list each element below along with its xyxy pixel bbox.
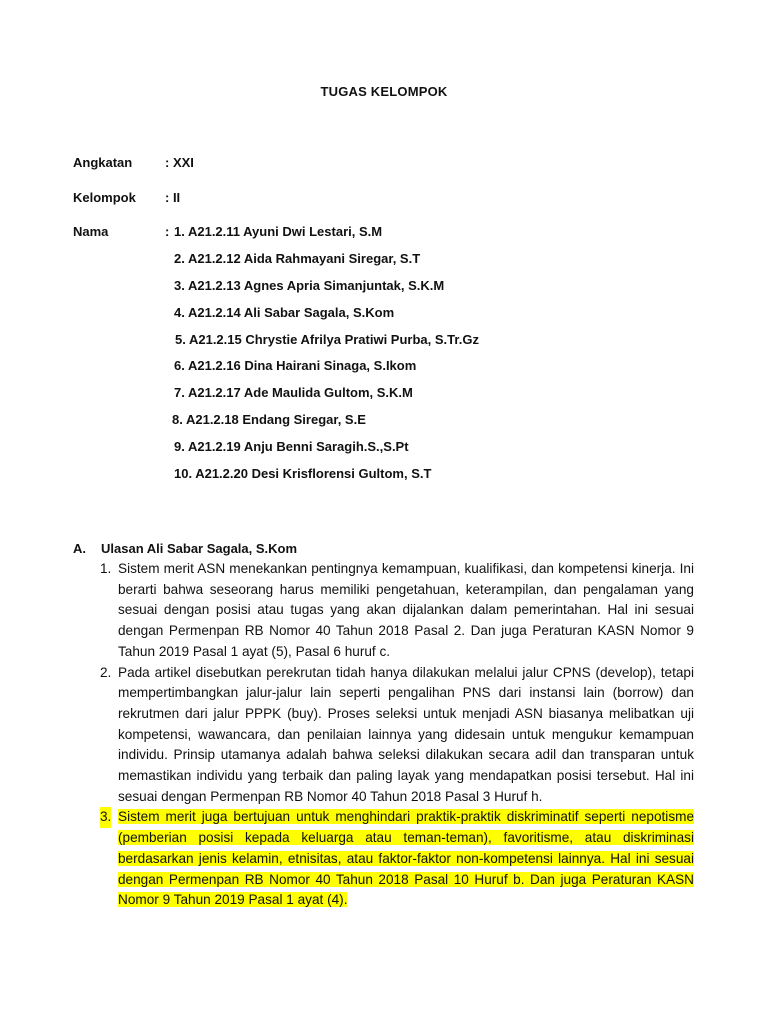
member-item: 5. A21.2.15 Chrystie Afrilya Pratiwi Purba, S.Tr.Gz bbox=[175, 332, 479, 347]
member-item: 6. A21.2.16 Dina Hairani Sinaga, S.Ikom bbox=[174, 358, 417, 373]
point-text: Sistem merit ASN menekankan pentingnya kemampuan, kualifikasi, dan kompetensi kinerja. Ini berarti bahwa seseorang harus memiliki pengetahuan, keterampilan, dan pengalaman yang sesuai dengan posisi atau tugas yang akan dijalankan dalam pemerintahan. Hal ini sesuai dengan Permenpan RB Nomor 40 Tahun 2018 Pasal 2. Dan juga Peraturan KASN Nomor 9 Tahun 2019 Pasal 1 ayat (5), Pasal 6 huruf c. bbox=[118, 561, 694, 659]
member-item: 1. A21.2.11 Ayuni Dwi Lestari, S.M bbox=[174, 224, 383, 239]
member-item: 7. A21.2.17 Ade Maulida Gultom, S.K.M bbox=[174, 385, 413, 400]
document-title: TUGAS KELOMPOK bbox=[320, 84, 448, 99]
review-point-3 bbox=[100, 807, 694, 911]
section-title: Ulasan Ali Sabar Sagala, S.Kom bbox=[101, 541, 298, 556]
review-point-1 bbox=[100, 559, 694, 663]
member-item: 10. A21.2.20 Desi Krisflorensi Gultom, S.T bbox=[174, 466, 432, 481]
point-text-wrapper bbox=[118, 807, 694, 911]
review-point-2 bbox=[100, 663, 694, 808]
angkatan-label: Angkatan bbox=[73, 155, 133, 170]
section-letter: A. bbox=[73, 541, 86, 556]
kelompok-label: Kelompok bbox=[73, 190, 136, 205]
kelompok-value: : II bbox=[165, 190, 181, 205]
point-text: Pada artikel disebutkan perekrutan tidah hanya dilakukan melalui jalur CPNS (develop), tetapi mempertimbangkan jalur-jalur lain seperti pengalihan PNS dari instansi lain (borrow) dan rekrutmen dari jalur PPPK (buy). Proses seleksi untuk menjadi ASN biasanya melibatkan uji kompetensi, wawancara, dan penilaian lainnya yang didesain untuk mengukur kemampuan individu. Prinsip utamanya adalah bahwa seleksi dilakukan secara adil dan transparan untuk memastikan individu yang terbaik dan paling layak yang mendapatkan posisi tersebut. Hal ini sesuai dengan Permenpan RB Nomor 40 Tahun 2018 Pasal 3 Huruf h. bbox=[118, 664, 694, 804]
member-item: 9. A21.2.19 Anju Benni Saragih.S.,S.Pt bbox=[174, 439, 409, 454]
nama-colon: : bbox=[165, 224, 170, 239]
point-number: 2. bbox=[100, 664, 112, 680]
point-number: 3. bbox=[100, 807, 111, 828]
member-item: 8. A21.2.18 Endang Siregar, S.E bbox=[172, 412, 366, 427]
member-item: 4. A21.2.14 Ali Sabar Sagala, S.Kom bbox=[174, 305, 395, 320]
point-number: 1. bbox=[100, 561, 112, 576]
member-item: 3. A21.2.13 Agnes Apria Simanjuntak, S.K.M bbox=[174, 278, 445, 293]
member-item: 2. A21.2.12 Aida Rahmayani Siregar, S.T bbox=[174, 251, 421, 266]
nama-label: Nama bbox=[73, 224, 109, 239]
highlighted-text: Sistem merit juga bertujuan untuk menghindari praktik-praktik diskriminatif seperti nepotisme (pemberian posisi kepada keluarga atau teman-teman), favoritisme, atau diskriminasi berdasarkan jenis kelamin, etnisitas, atau faktor-faktor non-kompetensi lainnya. Hal ini sesuai dengan Permenpan RB Nomor 40 Tahun 2018 Pasal 10 Huruf b. Dan juga Peraturan KASN Nomor 9 Tahun 2019 Pasal 1 ayat (4). bbox=[118, 809, 694, 908]
review-point-list bbox=[100, 559, 694, 911]
angkatan-value: : XXI bbox=[165, 155, 194, 170]
